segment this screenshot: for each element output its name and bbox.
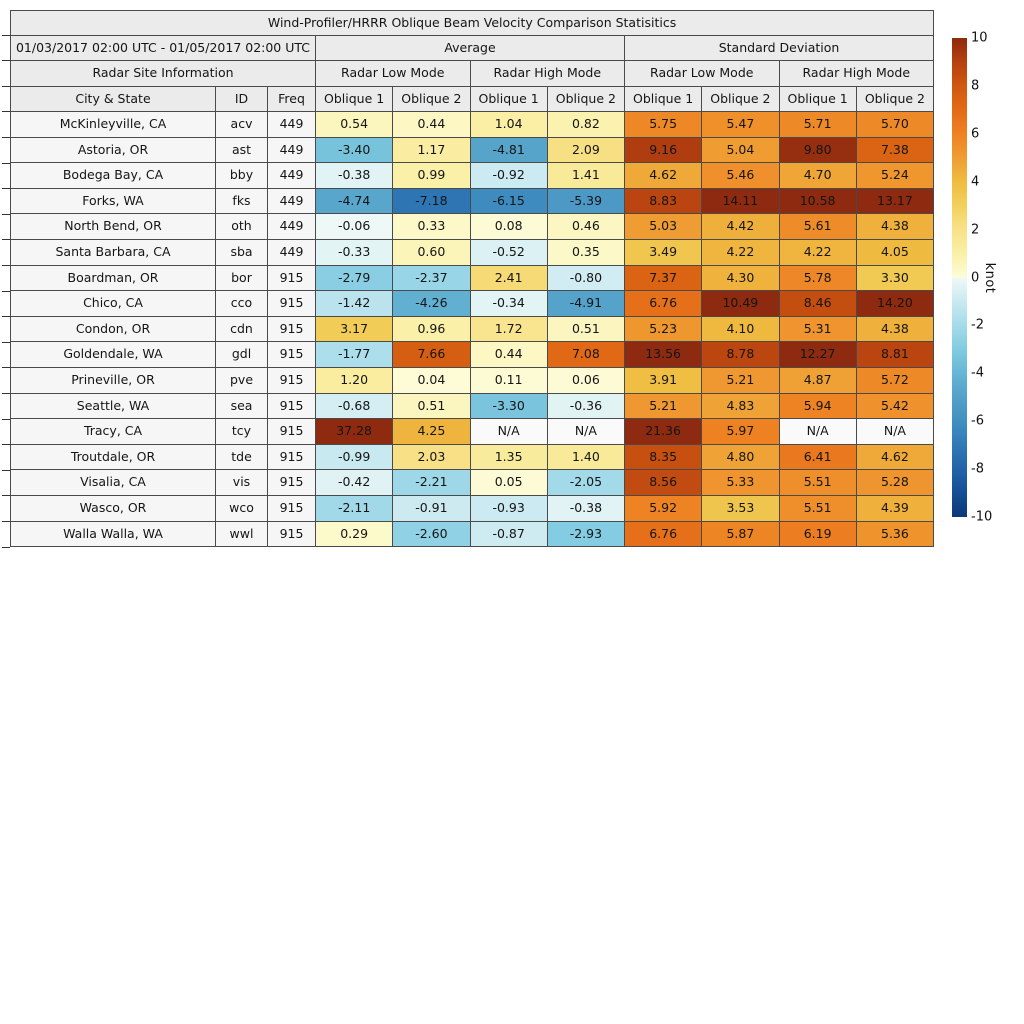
value-cell: 1.17 (393, 137, 470, 163)
site-id-cell: vis (216, 470, 268, 496)
y-axis-tick (2, 521, 10, 522)
mode-header-avg-high: Radar High Mode (470, 61, 625, 87)
freq-cell: 915 (268, 419, 316, 445)
value-cell: -4.81 (470, 137, 547, 163)
y-axis-tick (2, 367, 10, 368)
value-cell: 5.31 (779, 316, 856, 342)
site-id-cell: wwl (216, 521, 268, 547)
city-cell: Wasco, OR (11, 495, 216, 521)
value-cell: -0.92 (470, 163, 547, 189)
value-cell: 5.28 (856, 470, 933, 496)
value-cell: 6.76 (625, 291, 702, 317)
value-cell: 1.04 (470, 112, 547, 138)
value-cell: -6.15 (470, 188, 547, 214)
value-cell: 0.11 (470, 367, 547, 393)
freq-cell: 449 (268, 239, 316, 265)
site-id-cell: acv (216, 112, 268, 138)
table-row (11, 393, 934, 419)
city-cell: Forks, WA (11, 188, 216, 214)
value-cell: 4.62 (625, 163, 702, 189)
city-cell: North Bend, OR (11, 214, 216, 240)
value-cell: 0.05 (470, 470, 547, 496)
y-axis-tick (2, 444, 10, 445)
value-cell: N/A (547, 419, 624, 445)
value-cell: 5.61 (779, 214, 856, 240)
value-cell: 4.39 (856, 495, 933, 521)
value-cell: -1.42 (316, 291, 393, 317)
site-id-cell: cdn (216, 316, 268, 342)
value-cell: 6.76 (625, 521, 702, 547)
value-cell: 4.25 (393, 419, 470, 445)
colorbar-tick-label: -8 (971, 461, 984, 477)
value-cell: 0.51 (393, 393, 470, 419)
table-row (11, 316, 934, 342)
table-row (11, 137, 934, 163)
value-cell: -0.68 (316, 393, 393, 419)
mode-header-avg-low: Radar Low Mode (316, 61, 471, 87)
freq-cell: 915 (268, 444, 316, 470)
value-cell: -2.79 (316, 265, 393, 291)
colorbar-tick-label: 10 (971, 30, 988, 46)
value-cell: 4.87 (779, 367, 856, 393)
date-range-header: 01/03/2017 02:00 UTC - 01/05/2017 02:00 UTC (11, 36, 316, 61)
value-cell: 1.41 (547, 163, 624, 189)
value-cell: 5.21 (702, 367, 779, 393)
value-cell: 0.96 (393, 316, 470, 342)
value-cell: 0.46 (547, 214, 624, 240)
value-cell: 3.53 (702, 495, 779, 521)
site-id-cell: ast (216, 137, 268, 163)
value-cell: 9.16 (625, 137, 702, 163)
value-cell: -0.87 (470, 521, 547, 547)
y-axis-tick (2, 60, 10, 61)
y-axis-tick (2, 86, 10, 87)
freq-cell: 449 (268, 112, 316, 138)
value-cell: -0.38 (547, 495, 624, 521)
value-cell: -2.37 (393, 265, 470, 291)
value-cell: 7.37 (625, 265, 702, 291)
stats-table (10, 10, 934, 547)
y-axis-tick (2, 265, 10, 266)
value-cell: 1.35 (470, 444, 547, 470)
value-cell: N/A (856, 419, 933, 445)
value-cell: 4.80 (702, 444, 779, 470)
site-id-cell: tcy (216, 419, 268, 445)
freq-cell: 915 (268, 521, 316, 547)
mode-header-std-low: Radar Low Mode (625, 61, 780, 87)
value-cell: 4.38 (856, 214, 933, 240)
col-header-oblique-2: Oblique 2 (856, 87, 933, 112)
value-cell: -0.36 (547, 393, 624, 419)
colorbar-unit-label: knot (982, 262, 997, 294)
colorbar-tick-label: 4 (971, 174, 980, 190)
freq-cell: 915 (268, 470, 316, 496)
city-cell: Seattle, WA (11, 393, 216, 419)
value-cell: 0.44 (393, 112, 470, 138)
value-cell: 8.78 (702, 342, 779, 368)
freq-cell: 449 (268, 137, 316, 163)
value-cell: 5.42 (856, 393, 933, 419)
value-cell: 4.10 (702, 316, 779, 342)
value-cell: 10.58 (779, 188, 856, 214)
freq-cell: 915 (268, 367, 316, 393)
city-cell: Bodega Bay, CA (11, 163, 216, 189)
col-header-oblique-2: Oblique 2 (393, 87, 470, 112)
value-cell: 6.19 (779, 521, 856, 547)
table-row (11, 470, 934, 496)
colorbar-tick-label: -10 (971, 509, 993, 525)
table-row (11, 265, 934, 291)
value-cell: 21.36 (625, 419, 702, 445)
table-row (11, 342, 934, 368)
value-cell: 1.72 (470, 316, 547, 342)
value-cell: 14.11 (702, 188, 779, 214)
value-cell: 5.21 (625, 393, 702, 419)
value-cell: 4.22 (779, 239, 856, 265)
table-row (11, 163, 934, 189)
col-header-oblique-1: Oblique 1 (779, 87, 856, 112)
city-cell: Visalia, CA (11, 470, 216, 496)
value-cell: 8.46 (779, 291, 856, 317)
table-row (11, 188, 934, 214)
site-id-cell: fks (216, 188, 268, 214)
value-cell: 0.06 (547, 367, 624, 393)
value-cell: -0.38 (316, 163, 393, 189)
y-axis-tick (2, 342, 10, 343)
value-cell: 0.29 (316, 521, 393, 547)
y-axis-tick (2, 419, 10, 420)
value-cell: -0.93 (470, 495, 547, 521)
value-cell: 7.66 (393, 342, 470, 368)
freq-cell: 915 (268, 393, 316, 419)
value-cell: -4.26 (393, 291, 470, 317)
freq-cell: 915 (268, 495, 316, 521)
value-cell: 37.28 (316, 419, 393, 445)
value-cell: -0.99 (316, 444, 393, 470)
value-cell: 5.70 (856, 112, 933, 138)
value-cell: -4.74 (316, 188, 393, 214)
value-cell: 5.71 (779, 112, 856, 138)
value-cell: 5.92 (625, 495, 702, 521)
value-cell: 4.42 (702, 214, 779, 240)
value-cell: N/A (779, 419, 856, 445)
value-cell: 5.24 (856, 163, 933, 189)
value-cell: 5.72 (856, 367, 933, 393)
site-info-header: Radar Site Information (11, 61, 316, 87)
city-cell: Goldendale, WA (11, 342, 216, 368)
city-cell: Boardman, OR (11, 265, 216, 291)
freq-cell: 915 (268, 342, 316, 368)
city-cell: Walla Walla, WA (11, 521, 216, 547)
value-cell: 5.33 (702, 470, 779, 496)
value-cell: 0.04 (393, 367, 470, 393)
table-title: Wind-Profiler/HRRR Oblique Beam Velocity Comparison Statisitics (11, 11, 934, 36)
freq-cell: 449 (268, 188, 316, 214)
value-cell: 8.81 (856, 342, 933, 368)
value-cell: 2.09 (547, 137, 624, 163)
value-cell: 5.87 (702, 521, 779, 547)
value-cell: 4.62 (856, 444, 933, 470)
y-axis-tick (2, 35, 10, 36)
y-axis-tick (2, 137, 10, 138)
value-cell: 5.51 (779, 470, 856, 496)
colorbar-tick-label: -4 (971, 365, 984, 381)
value-cell: -3.30 (470, 393, 547, 419)
col-header-oblique-1: Oblique 1 (470, 87, 547, 112)
table-row (11, 444, 934, 470)
value-cell: -0.52 (470, 239, 547, 265)
freq-cell: 915 (268, 316, 316, 342)
y-axis-tick (2, 214, 10, 215)
site-id-cell: cco (216, 291, 268, 317)
city-cell: Chico, CA (11, 291, 216, 317)
site-id-cell: sea (216, 393, 268, 419)
value-cell: -4.91 (547, 291, 624, 317)
value-cell: 6.41 (779, 444, 856, 470)
site-id-cell: gdl (216, 342, 268, 368)
value-cell: 3.17 (316, 316, 393, 342)
value-cell: 12.27 (779, 342, 856, 368)
city-cell: Prineville, OR (11, 367, 216, 393)
value-cell: 2.41 (470, 265, 547, 291)
city-cell: McKinleyville, CA (11, 112, 216, 138)
value-cell: 1.20 (316, 367, 393, 393)
value-cell: -0.42 (316, 470, 393, 496)
value-cell: 5.51 (779, 495, 856, 521)
value-cell: -2.21 (393, 470, 470, 496)
value-cell: 8.35 (625, 444, 702, 470)
value-cell: 14.20 (856, 291, 933, 317)
value-cell: 4.22 (702, 239, 779, 265)
site-id-cell: bor (216, 265, 268, 291)
value-cell: 3.91 (625, 367, 702, 393)
table-row (11, 214, 934, 240)
value-cell: -0.80 (547, 265, 624, 291)
site-id-cell: oth (216, 214, 268, 240)
value-cell: 7.08 (547, 342, 624, 368)
city-cell: Tracy, CA (11, 419, 216, 445)
y-axis-tick (2, 111, 10, 112)
group-header-standard-deviation: Standard Deviation (625, 36, 934, 61)
value-cell: 3.30 (856, 265, 933, 291)
value-cell: -7.18 (393, 188, 470, 214)
value-cell: 4.05 (856, 239, 933, 265)
table-row (11, 419, 934, 445)
table-row (11, 112, 934, 138)
colorbar-tick-label: 0 (971, 270, 980, 285)
value-cell: 0.44 (470, 342, 547, 368)
site-id-cell: tde (216, 444, 268, 470)
table-row (11, 495, 934, 521)
site-id-cell: sba (216, 239, 268, 265)
value-cell: 13.56 (625, 342, 702, 368)
y-axis-tick (2, 547, 10, 548)
value-cell: 3.49 (625, 239, 702, 265)
value-cell: 0.60 (393, 239, 470, 265)
value-cell: -2.93 (547, 521, 624, 547)
value-cell: 5.75 (625, 112, 702, 138)
col-header-id: ID (216, 87, 268, 112)
value-cell: 13.17 (856, 188, 933, 214)
col-header-oblique-2: Oblique 2 (547, 87, 624, 112)
value-cell: 5.23 (625, 316, 702, 342)
value-cell: 0.51 (547, 316, 624, 342)
y-axis-tick (2, 495, 10, 496)
col-header-freq: Freq (268, 87, 316, 112)
value-cell: 9.80 (779, 137, 856, 163)
value-cell: -5.39 (547, 188, 624, 214)
y-axis-tick (2, 239, 10, 240)
table-row (11, 521, 934, 547)
value-cell: 10.49 (702, 291, 779, 317)
value-cell: 0.35 (547, 239, 624, 265)
colorbar-gradient (952, 38, 967, 517)
value-cell: 5.46 (702, 163, 779, 189)
group-header-average: Average (316, 36, 625, 61)
value-cell: 8.83 (625, 188, 702, 214)
col-header-oblique-1: Oblique 1 (316, 87, 393, 112)
value-cell: N/A (470, 419, 547, 445)
value-cell: 0.08 (470, 214, 547, 240)
y-axis-tick (2, 188, 10, 189)
value-cell: 5.47 (702, 112, 779, 138)
value-cell: 1.40 (547, 444, 624, 470)
value-cell: 0.33 (393, 214, 470, 240)
value-cell: -2.05 (547, 470, 624, 496)
colorbar-tick-label: 2 (971, 222, 980, 238)
value-cell: 0.54 (316, 112, 393, 138)
col-header-city-state: City & State (11, 87, 216, 112)
site-id-cell: bby (216, 163, 268, 189)
colorbar-tick-label: -6 (971, 413, 984, 429)
y-axis-tick (2, 163, 10, 164)
value-cell: 7.38 (856, 137, 933, 163)
value-cell: 5.36 (856, 521, 933, 547)
value-cell: 4.30 (702, 265, 779, 291)
value-cell: 2.03 (393, 444, 470, 470)
value-cell: -0.33 (316, 239, 393, 265)
col-header-oblique-2: Oblique 2 (702, 87, 779, 112)
y-axis-tick (2, 393, 10, 394)
value-cell: -3.40 (316, 137, 393, 163)
value-cell: -0.91 (393, 495, 470, 521)
col-header-oblique-1: Oblique 1 (625, 87, 702, 112)
value-cell: 5.94 (779, 393, 856, 419)
site-id-cell: wco (216, 495, 268, 521)
city-cell: Astoria, OR (11, 137, 216, 163)
freq-cell: 449 (268, 214, 316, 240)
table-row (11, 367, 934, 393)
value-cell: 0.82 (547, 112, 624, 138)
city-cell: Santa Barbara, CA (11, 239, 216, 265)
value-cell: -1.77 (316, 342, 393, 368)
site-id-cell: pve (216, 367, 268, 393)
value-cell: 5.03 (625, 214, 702, 240)
value-cell: -0.06 (316, 214, 393, 240)
value-cell: 5.78 (779, 265, 856, 291)
y-axis-tick (2, 291, 10, 292)
freq-cell: 915 (268, 265, 316, 291)
value-cell: 5.04 (702, 137, 779, 163)
value-cell: 0.99 (393, 163, 470, 189)
value-cell: 5.97 (702, 419, 779, 445)
colorbar-tick-label: 6 (971, 126, 980, 142)
value-cell: 4.70 (779, 163, 856, 189)
value-cell: -2.11 (316, 495, 393, 521)
freq-cell: 449 (268, 163, 316, 189)
city-cell: Troutdale, OR (11, 444, 216, 470)
value-cell: -0.34 (470, 291, 547, 317)
city-cell: Condon, OR (11, 316, 216, 342)
y-axis-tick (2, 316, 10, 317)
mode-header-std-high: Radar High Mode (779, 61, 934, 87)
value-cell: 8.56 (625, 470, 702, 496)
value-cell: -2.60 (393, 521, 470, 547)
colorbar-tick-label: -2 (971, 317, 984, 333)
table-row (11, 291, 934, 317)
value-cell: 4.38 (856, 316, 933, 342)
colorbar-tick-label: 8 (971, 78, 980, 94)
value-cell: 4.83 (702, 393, 779, 419)
freq-cell: 915 (268, 291, 316, 317)
y-axis-tick (2, 470, 10, 471)
table-row (11, 239, 934, 265)
